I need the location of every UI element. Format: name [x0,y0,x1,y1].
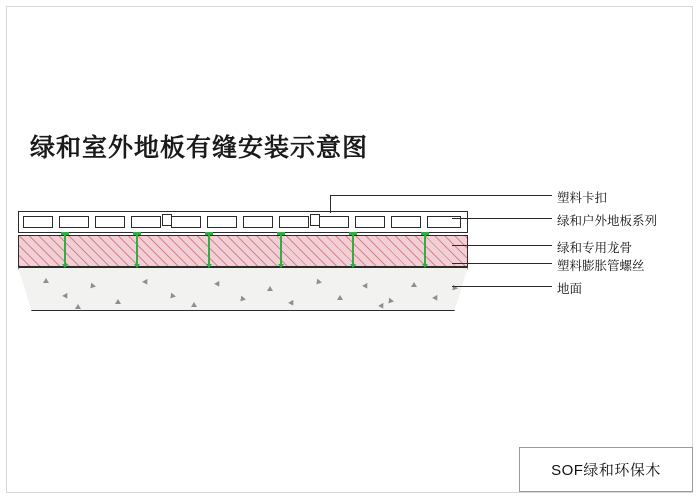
label-deck-board: 绿和户外地板系列 [557,214,658,228]
logo-text: SOF绿和环保木 [551,462,661,479]
leader-line-joist [452,245,552,246]
deck-board [131,216,161,228]
leader-line-clip-horizontal [330,195,552,196]
deck-board [243,216,273,228]
label-screw: 塑料膨胀管螺丝 [557,259,645,273]
leader-line-screw [452,263,552,264]
ground-layer [18,267,468,311]
expansion-screw [136,235,138,265]
leader-line-clip-vertical [330,195,331,213]
deck-board [95,216,125,228]
deck-board [171,216,201,228]
expansion-screw [280,235,282,265]
expansion-screw [64,235,66,265]
page-title: 绿和室外地板有缝安装示意图 [30,134,369,162]
decking-strip [18,211,468,233]
expansion-screw [424,235,426,265]
expansion-screw [352,235,354,265]
deck-board [279,216,309,228]
deck-board [355,216,385,228]
leader-line-ground [452,286,552,287]
deck-board [391,216,421,228]
deck-board [207,216,237,228]
leader-line-board [452,218,552,219]
installation-diagram [18,205,468,315]
plastic-clip [162,214,172,226]
label-joist: 绿和专用龙骨 [557,241,633,255]
label-ground: 地面 [557,282,583,296]
deck-board [59,216,89,228]
joist-layer [18,235,468,267]
label-plastic-clip: 塑料卡扣 [557,191,608,205]
plastic-clip [310,214,320,226]
deck-board [319,216,349,228]
deck-board [23,216,53,228]
logo-box [519,447,693,492]
expansion-screw [208,235,210,265]
